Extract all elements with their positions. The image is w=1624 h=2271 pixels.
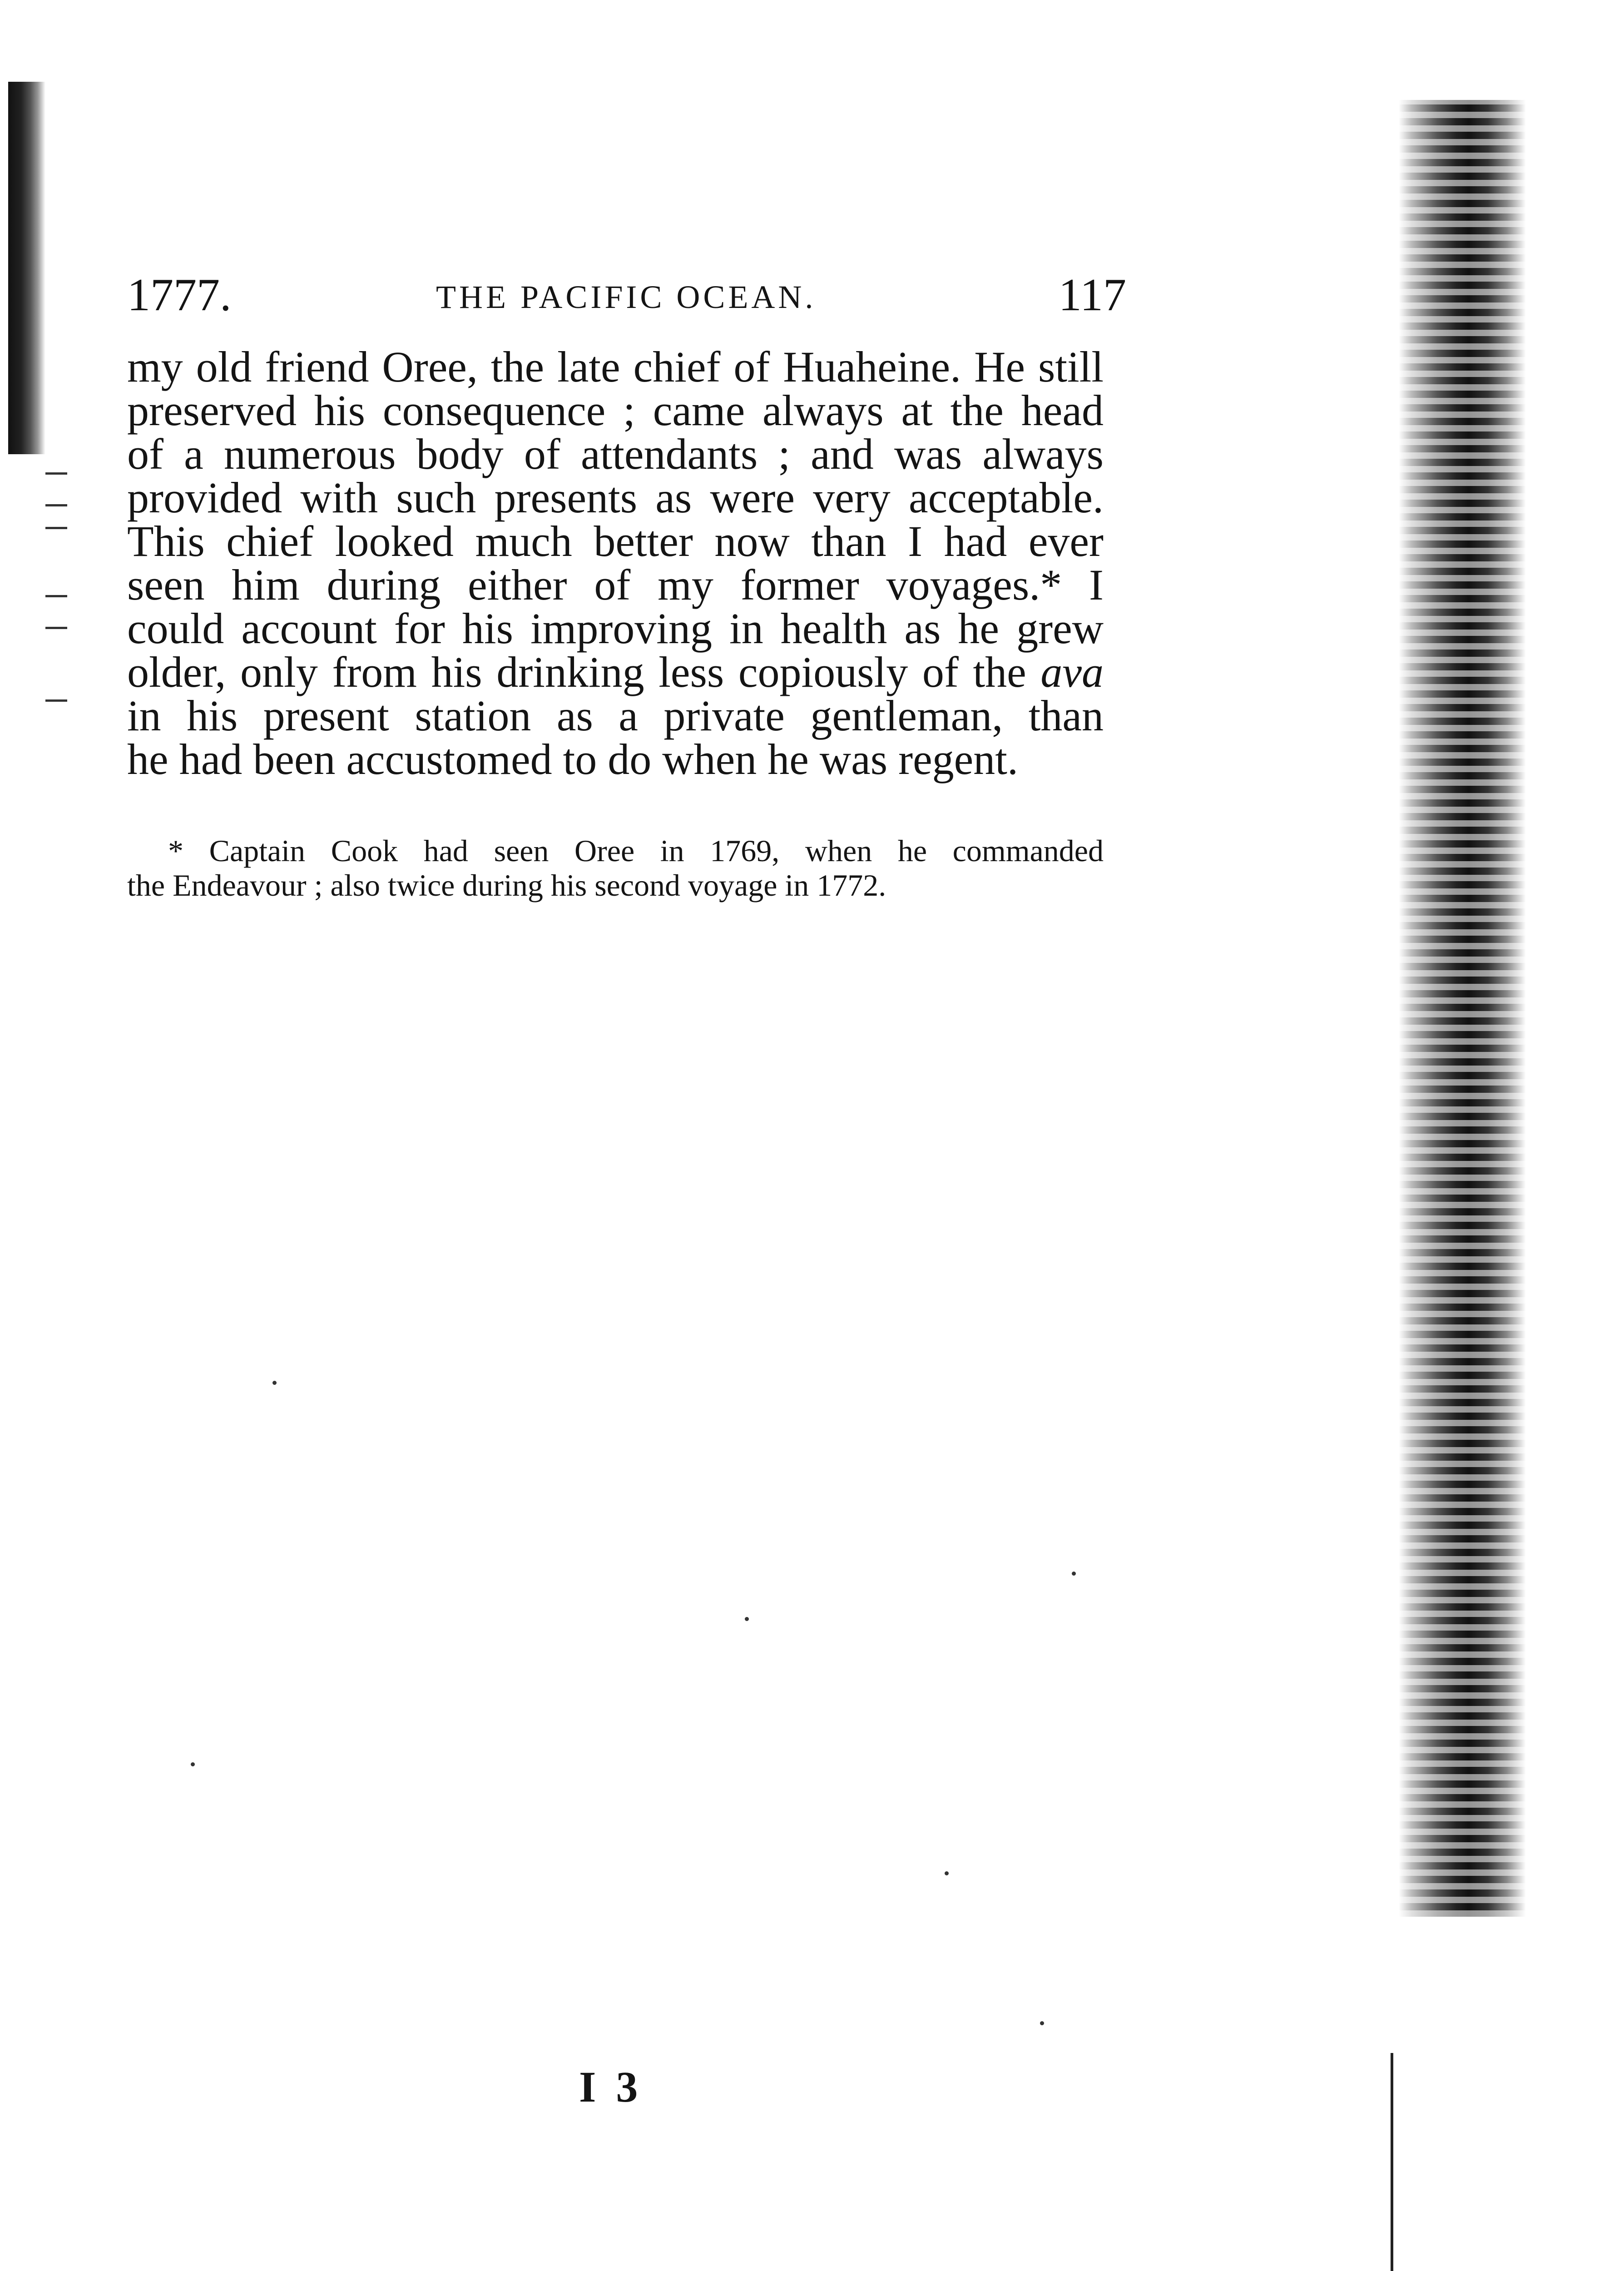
text-line: This chief looked much better now than I had ever — [127, 517, 1104, 565]
footnote-line: the Endeavour ; also twice during his second voyage in 1772. — [127, 868, 886, 902]
body-paragraph — [127, 342, 1104, 783]
running-header — [127, 268, 1126, 322]
text-line: provided with such presents as were very acceptable. — [127, 473, 1104, 522]
italic-word: ava — [1040, 648, 1104, 696]
scan-speck — [1072, 1572, 1076, 1576]
text-line: he had been accustomed to do when he was regent. — [127, 735, 1018, 783]
text-line: seen him during either of my former voyages.* I — [127, 560, 1104, 609]
text-line — [127, 604, 1104, 653]
text-line: preserved his consequence ; came always at the head — [127, 386, 1104, 435]
text-line: my old friend Oree, the late chief of Huaheine. He still — [127, 342, 1104, 391]
header-title: THE PACIFIC OCEAN. — [436, 279, 817, 315]
text-line-segment: older, only from his drinking less copiously of the — [127, 648, 1026, 696]
scan-line-right — [1391, 2053, 1393, 2271]
footnote-line: * Captain Cook had seen Oree in 1769, when he commanded — [168, 833, 1104, 868]
scan-speck — [191, 1762, 195, 1766]
text-line — [127, 650, 1104, 694]
scan-marks-left — [45, 472, 73, 709]
text-line: of a numerous body of attendants ; and was always — [127, 430, 1104, 478]
text-line: in his present station as a private gentleman, than — [127, 691, 1104, 740]
page-number: 117 — [1058, 269, 1126, 321]
scan-edge-left — [8, 82, 45, 454]
scan-speck — [1040, 2021, 1044, 2025]
scan-edge-right — [1399, 100, 1526, 1917]
text-line-segment: could account for his improving in health as he grew — [127, 604, 1104, 653]
scan-speck — [272, 1381, 277, 1385]
scan-speck — [945, 1871, 949, 1875]
footnote — [127, 833, 1104, 902]
header-year: 1777. — [127, 269, 232, 321]
scan-speck — [745, 1617, 749, 1621]
signature-mark: I 3 — [579, 2063, 643, 2111]
